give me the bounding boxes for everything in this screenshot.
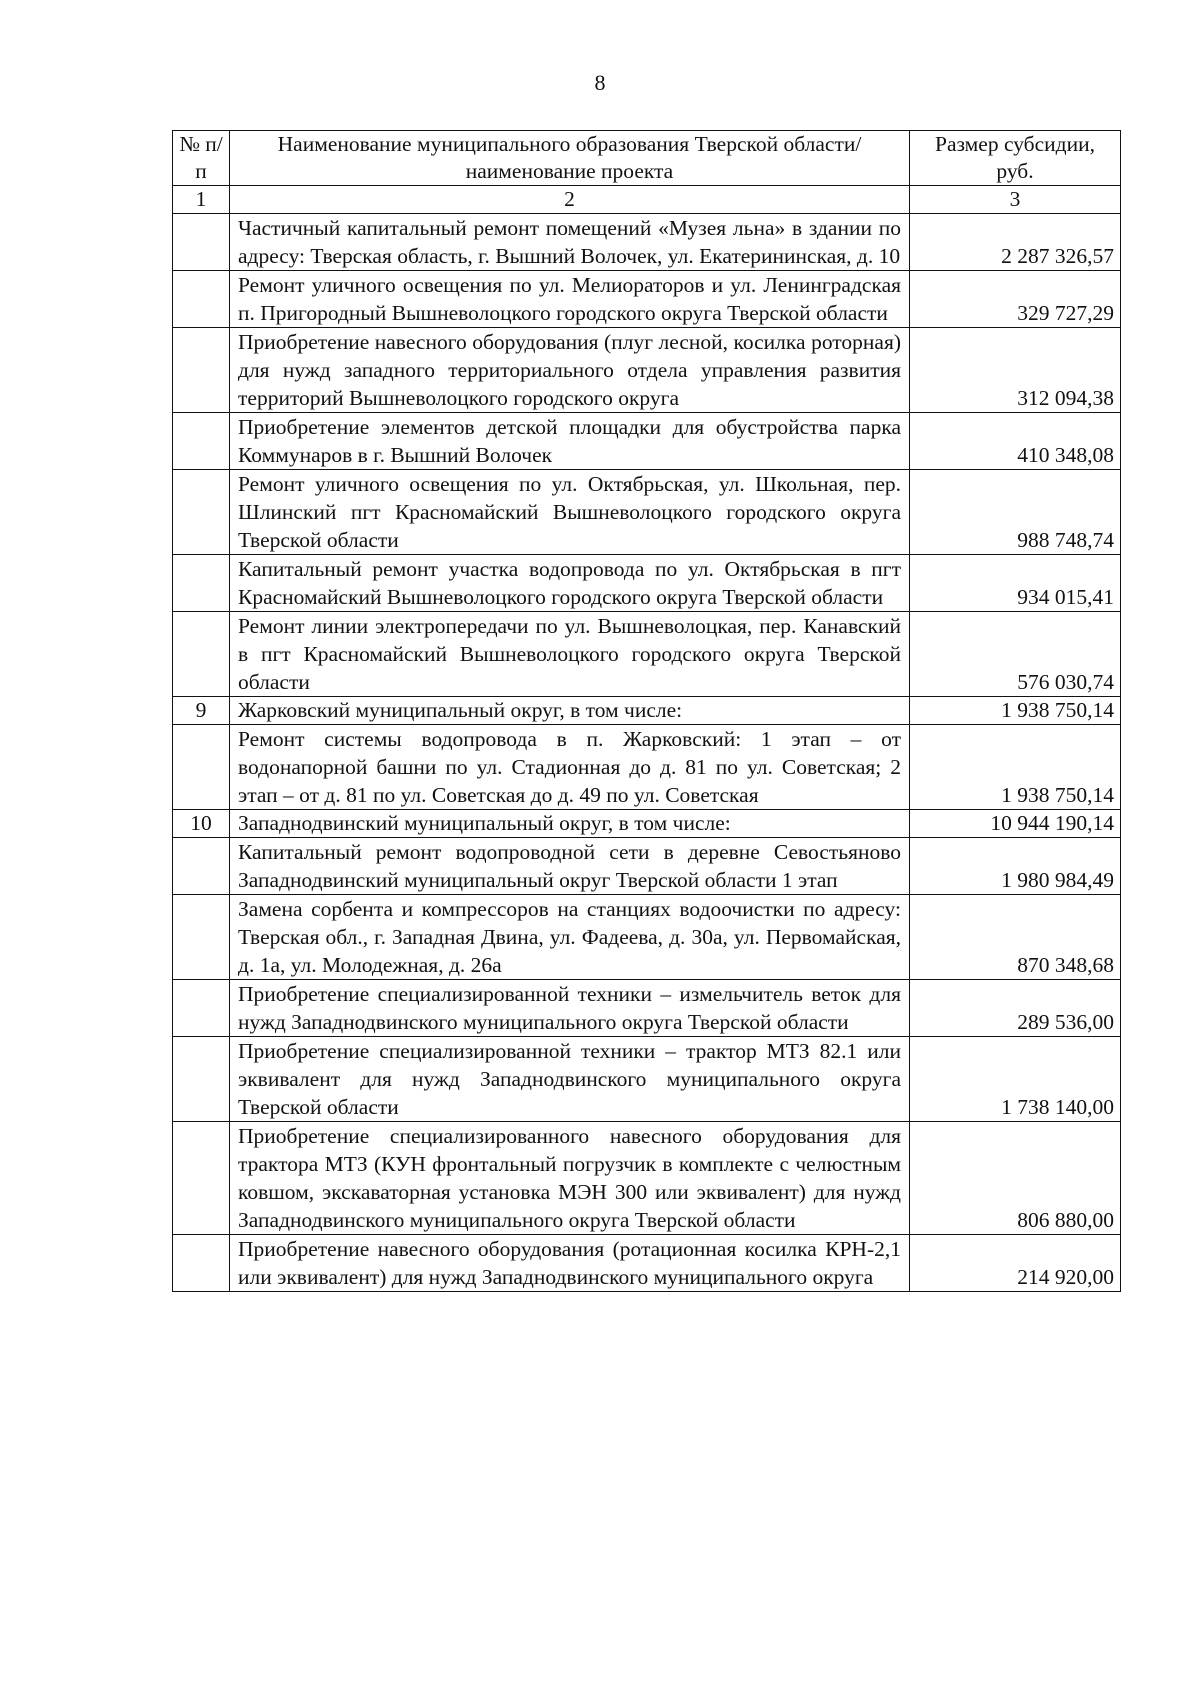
- row-amount: 289 536,00: [910, 980, 1121, 1037]
- row-name: Западнодвинский муниципальный округ, в том числе:: [230, 810, 910, 838]
- table-group-row: [173, 810, 1121, 838]
- row-name: Приобретение специализированного навесного оборудования для трактора МТЗ (КУН фронтальный погрузчик в комплекте с челюстным ковшом, экскаваторная установка МЭН 300 или эквивалент) для нужд Западнодвинского муниципального округа Тверской области: [230, 1122, 910, 1235]
- row-number: [173, 555, 230, 612]
- row-amount: 2 287 326,57: [910, 214, 1121, 271]
- table-header-row: [173, 131, 1121, 186]
- row-amount: 410 348,08: [910, 413, 1121, 470]
- row-amount: 1 938 750,14: [910, 697, 1121, 725]
- table-row: [173, 413, 1121, 470]
- row-name: Ремонт линии электропередачи по ул. Вышневолоцкая, пер. Канавский в пгт Красномайский Вышневолоцкого городского округа Тверской области: [230, 612, 910, 697]
- subsidy-table: [172, 130, 1121, 1292]
- row-number: [173, 1235, 230, 1292]
- table-row: [173, 1037, 1121, 1122]
- column-index: 1: [173, 186, 230, 214]
- table-row: [173, 1122, 1121, 1235]
- row-number: 10: [173, 810, 230, 838]
- row-number: [173, 1122, 230, 1235]
- table-row: [173, 214, 1121, 271]
- table-body: [173, 214, 1121, 1292]
- table-row: [173, 1235, 1121, 1292]
- row-amount: 934 015,41: [910, 555, 1121, 612]
- row-name: Капитальный ремонт участка водопровода по ул. Октябрьская в пгт Красномайский Вышневолоцкого городского округа Тверской области: [230, 555, 910, 612]
- row-amount: 1 738 140,00: [910, 1037, 1121, 1122]
- row-name: Приобретение элементов детской площадки для обустройства парка Коммунаров в г. Вышний Волочек: [230, 413, 910, 470]
- table-row: [173, 555, 1121, 612]
- row-amount: 10 944 190,14: [910, 810, 1121, 838]
- row-name: Ремонт уличного освещения по ул. Октябрьская, ул. Школьная, пер. Шлинский пгт Красномайский Вышневолоцкого городского округа Тверской области: [230, 470, 910, 555]
- header-name: Наименование муниципального образования Тверской области/наименование проекта: [230, 131, 910, 186]
- row-amount: 214 920,00: [910, 1235, 1121, 1292]
- header-amount: Размер субсидии, руб.: [910, 131, 1121, 186]
- row-name: Ремонт уличного освещения по ул. Мелиораторов и ул. Ленинградская п. Пригородный Вышневолоцкого городского округа Тверской области: [230, 271, 910, 328]
- table-row: [173, 895, 1121, 980]
- row-amount: 576 030,74: [910, 612, 1121, 697]
- table-row: [173, 470, 1121, 555]
- row-name: Ремонт системы водопровода в п. Жарковский: 1 этап – от водонапорной башни по ул. Стадионная до д. 81 по ул. Советская; 2 этап – от д. 81 по ул. Советская до д. 49 по ул. Советская: [230, 725, 910, 810]
- table-row: [173, 725, 1121, 810]
- row-name: Частичный капитальный ремонт помещений «Музея льна» в здании по адресу: Тверская область, г. Вышний Волочек, ул. Екатерининская, д. 10: [230, 214, 910, 271]
- table-row: [173, 612, 1121, 697]
- table-row: [173, 980, 1121, 1037]
- row-number: [173, 214, 230, 271]
- row-name: Жарковский муниципальный округ, в том числе:: [230, 697, 910, 725]
- row-name: Приобретение специализированной техники – измельчитель веток для нужд Западнодвинского муниципального округа Тверской области: [230, 980, 910, 1037]
- row-number: [173, 271, 230, 328]
- row-amount: 870 348,68: [910, 895, 1121, 980]
- row-number: [173, 1037, 230, 1122]
- row-number: [173, 413, 230, 470]
- row-amount: 988 748,74: [910, 470, 1121, 555]
- table-group-row: [173, 697, 1121, 725]
- row-amount: 806 880,00: [910, 1122, 1121, 1235]
- row-amount: 1 938 750,14: [910, 725, 1121, 810]
- column-index-row: [173, 186, 1121, 214]
- row-name: Приобретение навесного оборудования (ротационная косилка КРН-2,1 или эквивалент) для нужд Западнодвинского муниципального округа: [230, 1235, 910, 1292]
- column-index: 2: [230, 186, 910, 214]
- table-row: [173, 328, 1121, 413]
- row-name: Капитальный ремонт водопроводной сети в деревне Севостьяново Западнодвинский муниципальный округ Тверской области 1 этап: [230, 838, 910, 895]
- row-number: [173, 980, 230, 1037]
- row-number: 9: [173, 697, 230, 725]
- row-number: [173, 612, 230, 697]
- header-number: № п/п: [173, 131, 230, 186]
- table-row: [173, 271, 1121, 328]
- row-number: [173, 470, 230, 555]
- row-name: Приобретение специализированной техники – трактор МТЗ 82.1 или эквивалент для нужд Западнодвинского муниципального округа Тверской области: [230, 1037, 910, 1122]
- row-amount: 1 980 984,49: [910, 838, 1121, 895]
- column-index: 3: [910, 186, 1121, 214]
- row-number: [173, 328, 230, 413]
- row-number: [173, 725, 230, 810]
- row-amount: 329 727,29: [910, 271, 1121, 328]
- row-name: Замена сорбента и компрессоров на станциях водоочистки по адресу: Тверская обл., г. Западная Двина, ул. Фадеева, д. 30а, ул. Первомайская, д. 1а, ул. Молодежная, д. 26а: [230, 895, 910, 980]
- table-row: [173, 838, 1121, 895]
- row-name: Приобретение навесного оборудования (плуг лесной, косилка роторная) для нужд западного территориального отдела управления развития территорий Вышневолоцкого городского округа: [230, 328, 910, 413]
- page-number: 8: [594, 70, 606, 95]
- row-amount: 312 094,38: [910, 328, 1121, 413]
- row-number: [173, 838, 230, 895]
- row-number: [173, 895, 230, 980]
